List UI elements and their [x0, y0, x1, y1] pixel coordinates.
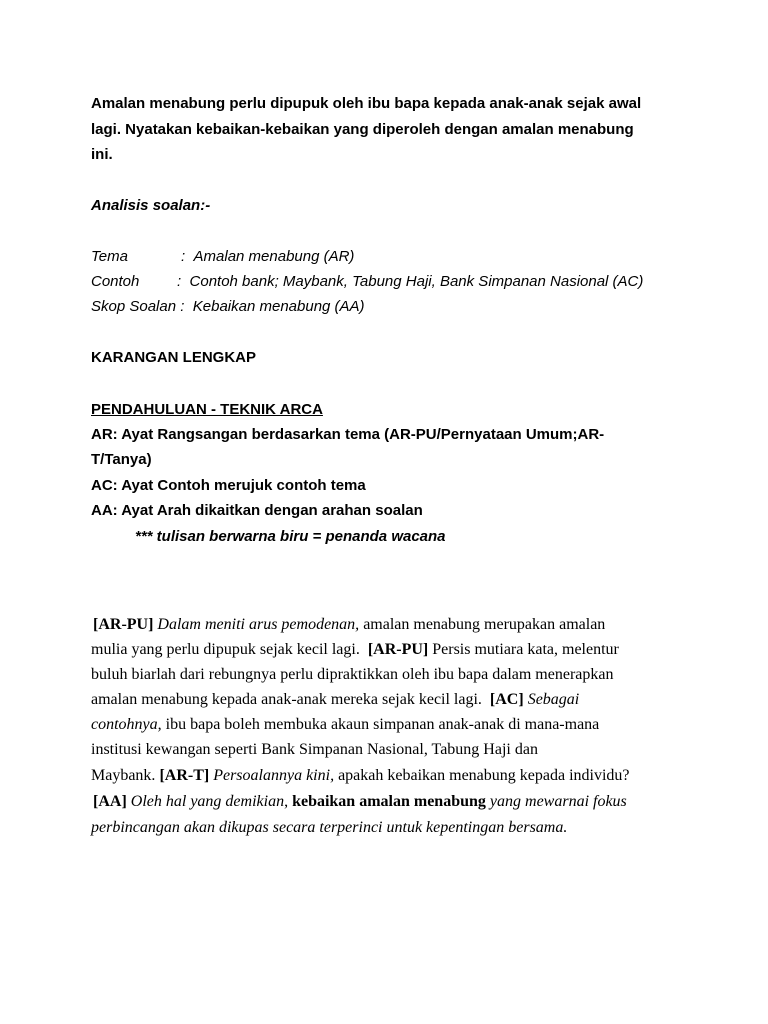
- essay-line-9: perbincangan akan dikupas secara terperinci untuk kepentingan bersama.: [91, 819, 568, 836]
- analysis-sep: :: [181, 248, 186, 265]
- analysis-value: Kebaikan menabung (AA): [192, 298, 365, 315]
- pendahuluan-heading: PENDAHULUAN - TEKNIK ARCA: [91, 401, 323, 418]
- essay-line-4: [91, 690, 579, 710]
- analysis-sep: :: [180, 298, 185, 315]
- pendahuluan-line-4: AA: Ayat Arah dikaitkan dengan arahan soalan: [91, 502, 423, 519]
- analysis-row-tema: [91, 247, 354, 267]
- essay-line-6: institusi kewangan seperti Bank Simpanan Nasional, Tabung Haji dan: [91, 741, 538, 758]
- essay-italic: Dalam meniti arus pemodenan,: [157, 616, 360, 633]
- essay-line-2: [91, 640, 619, 660]
- essay-text: Maybank.: [91, 767, 156, 784]
- analysis-label: Tema: [91, 248, 128, 265]
- question-line-2: lagi. Nyatakan kebaikan-kebaikan yang diperoleh dengan amalan menabung: [91, 121, 634, 138]
- essay-line-7: [91, 766, 630, 786]
- essay-line-3: buluh biarlah dari rebungnya perlu dipraktikkan oleh ibu bapa dalam menerapkan: [91, 666, 614, 683]
- essay-line-8: [93, 792, 627, 812]
- question-line-3: ini.: [91, 146, 113, 163]
- essay-text: amalan menabung kepada anak-anak mereka sejak kecil lagi.: [91, 691, 482, 708]
- essay-text: amalan menabung merupakan amalan: [363, 616, 606, 633]
- essay-bold: kebaikan amalan menabung: [292, 793, 486, 810]
- analysis-row-contoh: [91, 272, 643, 292]
- analysis-label: Skop Soalan: [91, 298, 177, 315]
- analysis-sep: :: [177, 273, 182, 290]
- essay-tag: [AC]: [489, 691, 524, 708]
- analysis-value: Amalan menabung (AR): [193, 248, 355, 265]
- essay-text: ibu bapa boleh membuka akaun simpanan anak-anak di mana-mana: [165, 716, 600, 733]
- essay-italic: Sebagai: [527, 691, 580, 708]
- essay-text: mulia yang perlu dipupuk sejak kecil lagi.: [91, 641, 360, 658]
- essay-text: Persis mutiara kata, melentur: [432, 641, 619, 658]
- essay-italic: Persoalannya kini,: [213, 767, 335, 784]
- essay-line-5: [91, 715, 599, 735]
- analysis-label: Contoh: [91, 273, 140, 290]
- essay-tag: [AA]: [93, 793, 127, 810]
- analysis-value: Contoh bank; Maybank, Tabung Haji, Bank Simpanan Nasional (AC): [189, 273, 644, 290]
- analysis-heading: Analisis soalan:-: [91, 197, 211, 214]
- essay-italic: contohnya,: [91, 716, 162, 733]
- pendahuluan-note: *** tulisan berwarna biru = penanda wacana: [135, 528, 446, 545]
- pendahuluan-line-1: AR: Ayat Rangsangan berdasarkan tema (AR-PU/Pernyataan Umum;AR-: [91, 426, 605, 443]
- essay-italic: Oleh hal yang demikian: [130, 793, 285, 810]
- pendahuluan-line-2: T/Tanya): [91, 451, 152, 468]
- karangan-heading: KARANGAN LENGKAP: [91, 349, 256, 366]
- pendahuluan-line-3: AC: Ayat Contoh merujuk contoh tema: [91, 477, 366, 494]
- essay-tag: [AR-PU]: [93, 616, 154, 633]
- analysis-row-skop: [91, 297, 365, 317]
- essay-text: ,: [284, 793, 289, 810]
- essay-text: apakah kebaikan menabung kepada individu?: [338, 767, 630, 784]
- question-line-1: Amalan menabung perlu dipupuk oleh ibu bapa kepada anak-anak sejak awal: [91, 95, 642, 112]
- essay-tag: [AR-T]: [159, 767, 210, 784]
- essay-italic: yang mewarnai fokus: [489, 793, 627, 810]
- essay-tag: [AR-PU]: [367, 641, 429, 658]
- essay-line-1: [93, 615, 605, 635]
